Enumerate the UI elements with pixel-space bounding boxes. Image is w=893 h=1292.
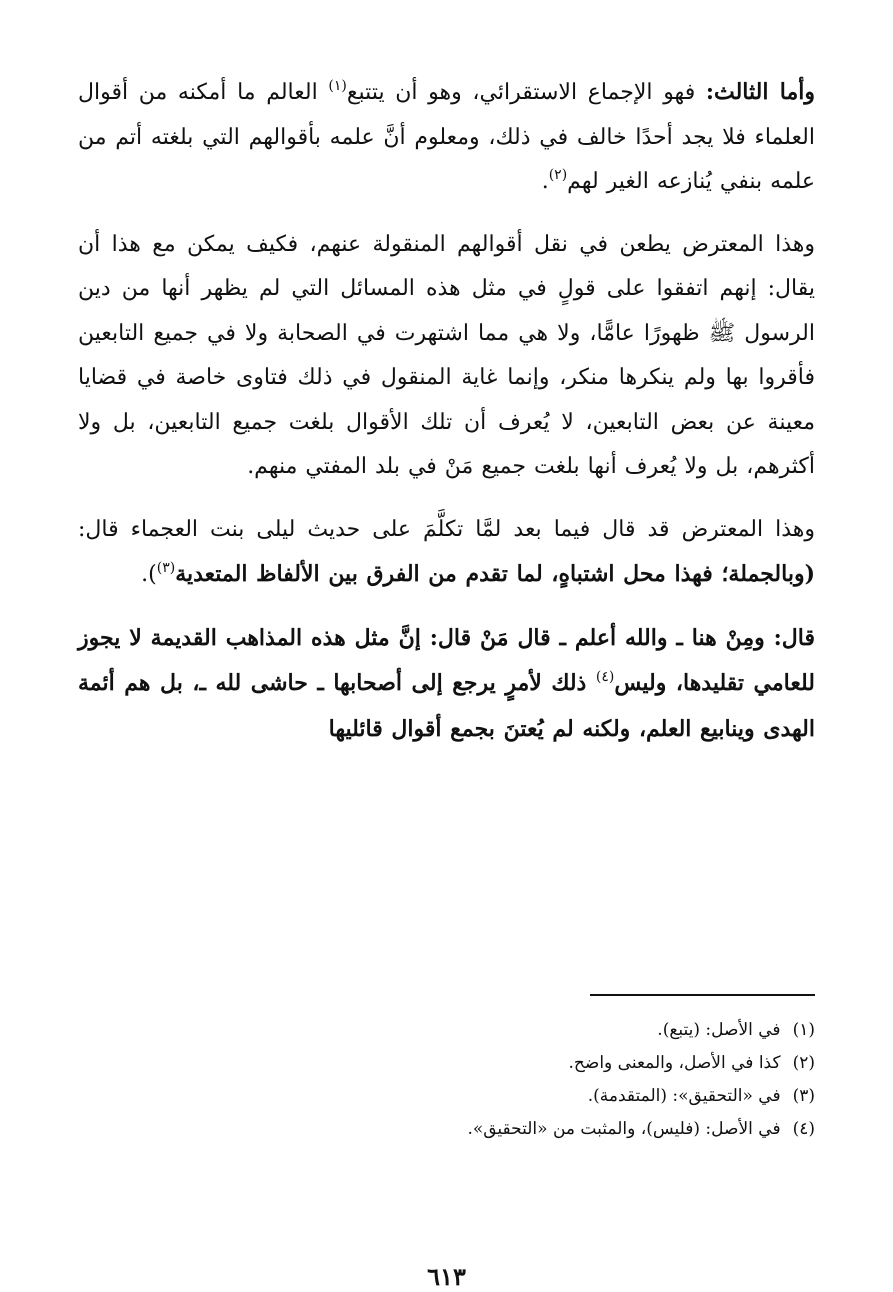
text-run: العالم ما أمكنه من أقوال العلماء فلا يجد أحدًا خالف في ذلك، ومعلوم أنَّ علمه بأقوالهم التي بلغته أتم من علمه بنفي يُنازعه الغير لهم bbox=[78, 80, 815, 194]
footnote-text: في «التحقيق»: (المتقدمة). bbox=[587, 1086, 781, 1106]
footnote-marker: (٣) bbox=[156, 560, 176, 576]
footnote-text: في الأصل: (فليس)، والمثبت من «التحقيق». bbox=[467, 1119, 781, 1139]
footnotes-list bbox=[78, 1014, 815, 1146]
text-run: وأما الثالث: bbox=[705, 79, 816, 105]
footnote-number: (٤) bbox=[792, 1119, 815, 1139]
text-run: . bbox=[541, 169, 549, 194]
footnote-marker: (١) bbox=[328, 78, 347, 94]
footnote-text: في الأصل: (يتبع). bbox=[657, 1020, 781, 1040]
paragraph-2 bbox=[78, 223, 815, 490]
paragraph-3 bbox=[78, 508, 815, 598]
footnote-item bbox=[78, 1047, 815, 1080]
footnote-number: (٢) bbox=[792, 1053, 815, 1073]
paragraph-1 bbox=[78, 70, 815, 205]
footnote-item bbox=[78, 1014, 815, 1047]
footnote-text: كذا في الأصل، والمعنى واضح. bbox=[568, 1053, 781, 1073]
text-run: قال: ومِنْ هنا ـ والله أعلم ـ قال مَنْ قال: إنَّ مثل هذه المذاهب القديمة لا يجوز للعامي تقليدها، وليس bbox=[78, 624, 815, 696]
text-run: ). bbox=[141, 562, 157, 587]
footnote-item bbox=[78, 1113, 815, 1146]
text-run: ذلك لأمرٍ يرجع إلى أصحابها ـ حاشى لله ـ، بل هم أئمة الهدى وينابيع العلم، ولكنه لم يُعتنَ بجمع أقوال قائليها bbox=[78, 670, 815, 742]
footnote-divider bbox=[590, 994, 815, 996]
main-text bbox=[78, 70, 815, 752]
paragraph-4 bbox=[78, 616, 815, 753]
page-body bbox=[78, 70, 816, 1291]
text-run: وهذا المعترض قد قال فيما بعد لمَّا تكلَّمَ على حديث ليلى بنت العجماء قال: bbox=[78, 516, 815, 542]
page-number: ٦١٣ bbox=[427, 1262, 466, 1291]
footnote-number: (١) bbox=[792, 1020, 815, 1040]
footnote-marker: (٤) bbox=[595, 669, 615, 685]
text-run: فهو الإجماع الاستقرائي، وهو أن يتتبع bbox=[346, 80, 706, 105]
text-run: وهذا المعترض يطعن في نقل أقوالهم المنقولة عنهم، فكيف يمكن مع هذا أن يقال: إنهم اتفقوا على قولٍ في مثل هذه المسائل التي لم يظهر أنها من دين الرسول ﷺ ظهورًا عامًّا، ولا هي مما اشتهرت في الصحابة ولا في جميع التابعين فأقروا بها ولم ينكرها منكر، وإنما غاية المنقول في ذلك فتاوى خاصة في قضايا معينة عن بعض التابعين، لا يُعرف أن تلك الأقوال بلغت جميع التابعين، بل ولا أكثرهم، بل ولا يُعرف أنها بلغت جميع مَنْ في بلد المفتي منهم. bbox=[78, 231, 815, 479]
text-run: (وبالجملة؛ فهذا محل اشتباهٍ، لما تقدم من الفرق بين الألفاظ المتعدية bbox=[175, 561, 815, 587]
footnote-marker: (٢) bbox=[548, 167, 568, 183]
footnote-number: (٣) bbox=[792, 1086, 815, 1106]
footnote-item bbox=[78, 1080, 815, 1113]
